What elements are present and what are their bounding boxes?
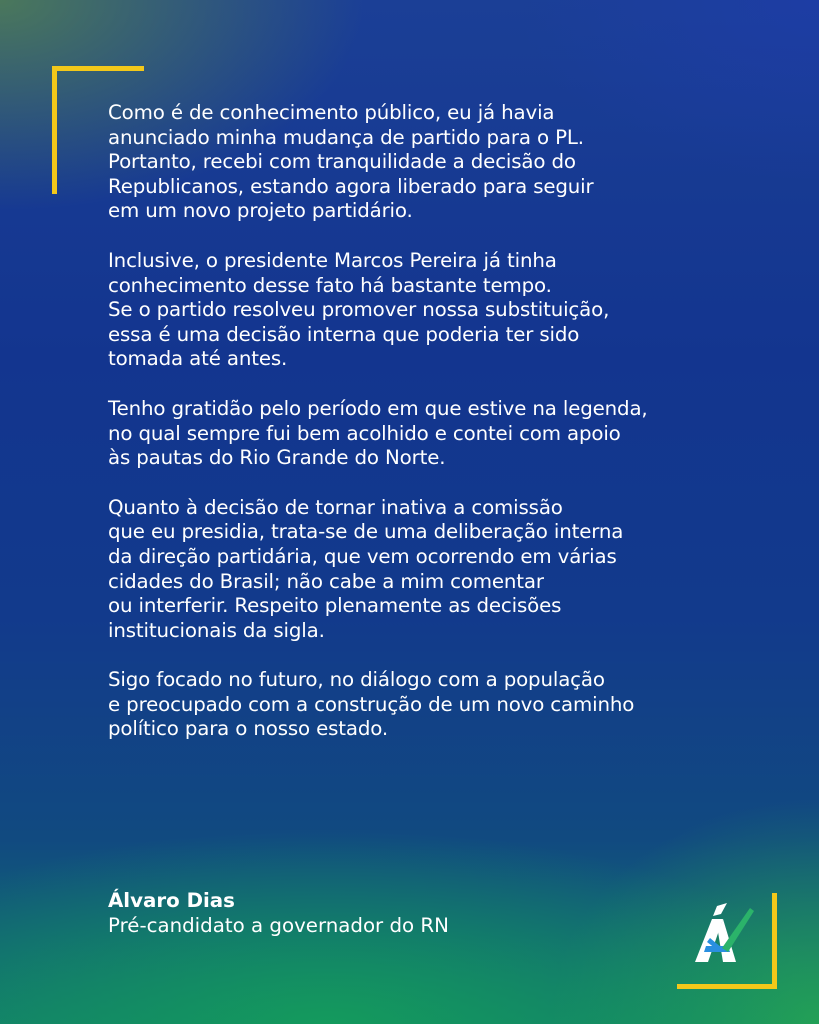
statement-paragraph-1: [108, 101, 768, 224]
statement-line: e preocupado com a construção de um novo caminho: [108, 692, 635, 716]
statement-paragraph-2: [108, 249, 768, 372]
statement-line: institucionais da sigla.: [108, 618, 325, 642]
statement-line: Tenho gratidão pelo período em que estive na legenda,: [108, 396, 648, 420]
statement-paragraph-5: [108, 668, 768, 742]
statement-line: cidades do Brasil; não cabe a mim comentar: [108, 569, 544, 593]
signature-role: Pré-candidato a governador do RN: [108, 914, 449, 937]
statement-line: da direção partidária, que vem ocorrendo em várias: [108, 544, 617, 568]
statement-line: que eu presidia, trata-se de uma deliberação interna: [108, 520, 624, 544]
statement-line: às pautas do Rio Grande do Norte.: [108, 446, 446, 470]
corner-bracket-bottom-right: [677, 893, 777, 989]
statement-line: Quanto à decisão de tornar inativa a comissão: [108, 495, 563, 519]
statement-line: em um novo projeto partidário.: [108, 199, 413, 223]
statement-line: anunciado minha mudança de partido para o PL.: [108, 125, 584, 149]
statement-line: no qual sempre fui bem acolhido e contei com apoio: [108, 421, 621, 445]
statement-line: Se o partido resolveu promover nossa substituição,: [108, 298, 610, 322]
statement-line: Republicanos, estando agora liberado para seguir: [108, 174, 594, 198]
statement-line: Como é de conhecimento público, eu já havia: [108, 101, 555, 124]
statement-line: conhecimento desse fato há bastante tempo.: [108, 273, 552, 297]
statement-line: político para o nosso estado.: [108, 717, 389, 741]
statement-paragraph-4: [108, 496, 768, 644]
statement-line: tomada até antes.: [108, 347, 288, 371]
signature-name: Álvaro Dias: [108, 889, 235, 912]
statement-line: Inclusive, o presidente Marcos Pereira já tinha: [108, 248, 557, 272]
statement-line: ou interferir. Respeito plenamente as decisões: [108, 594, 562, 618]
statement-paragraph-3: [108, 397, 768, 471]
signature-block: [108, 888, 449, 938]
statement-text: [108, 101, 768, 767]
statement-line: Sigo focado no futuro, no diálogo com a população: [108, 668, 605, 692]
statement-line: Portanto, recebi com tranquilidade a decisão do: [108, 150, 576, 174]
statement-line: essa é uma decisão interna que poderia ter sido: [108, 322, 580, 346]
